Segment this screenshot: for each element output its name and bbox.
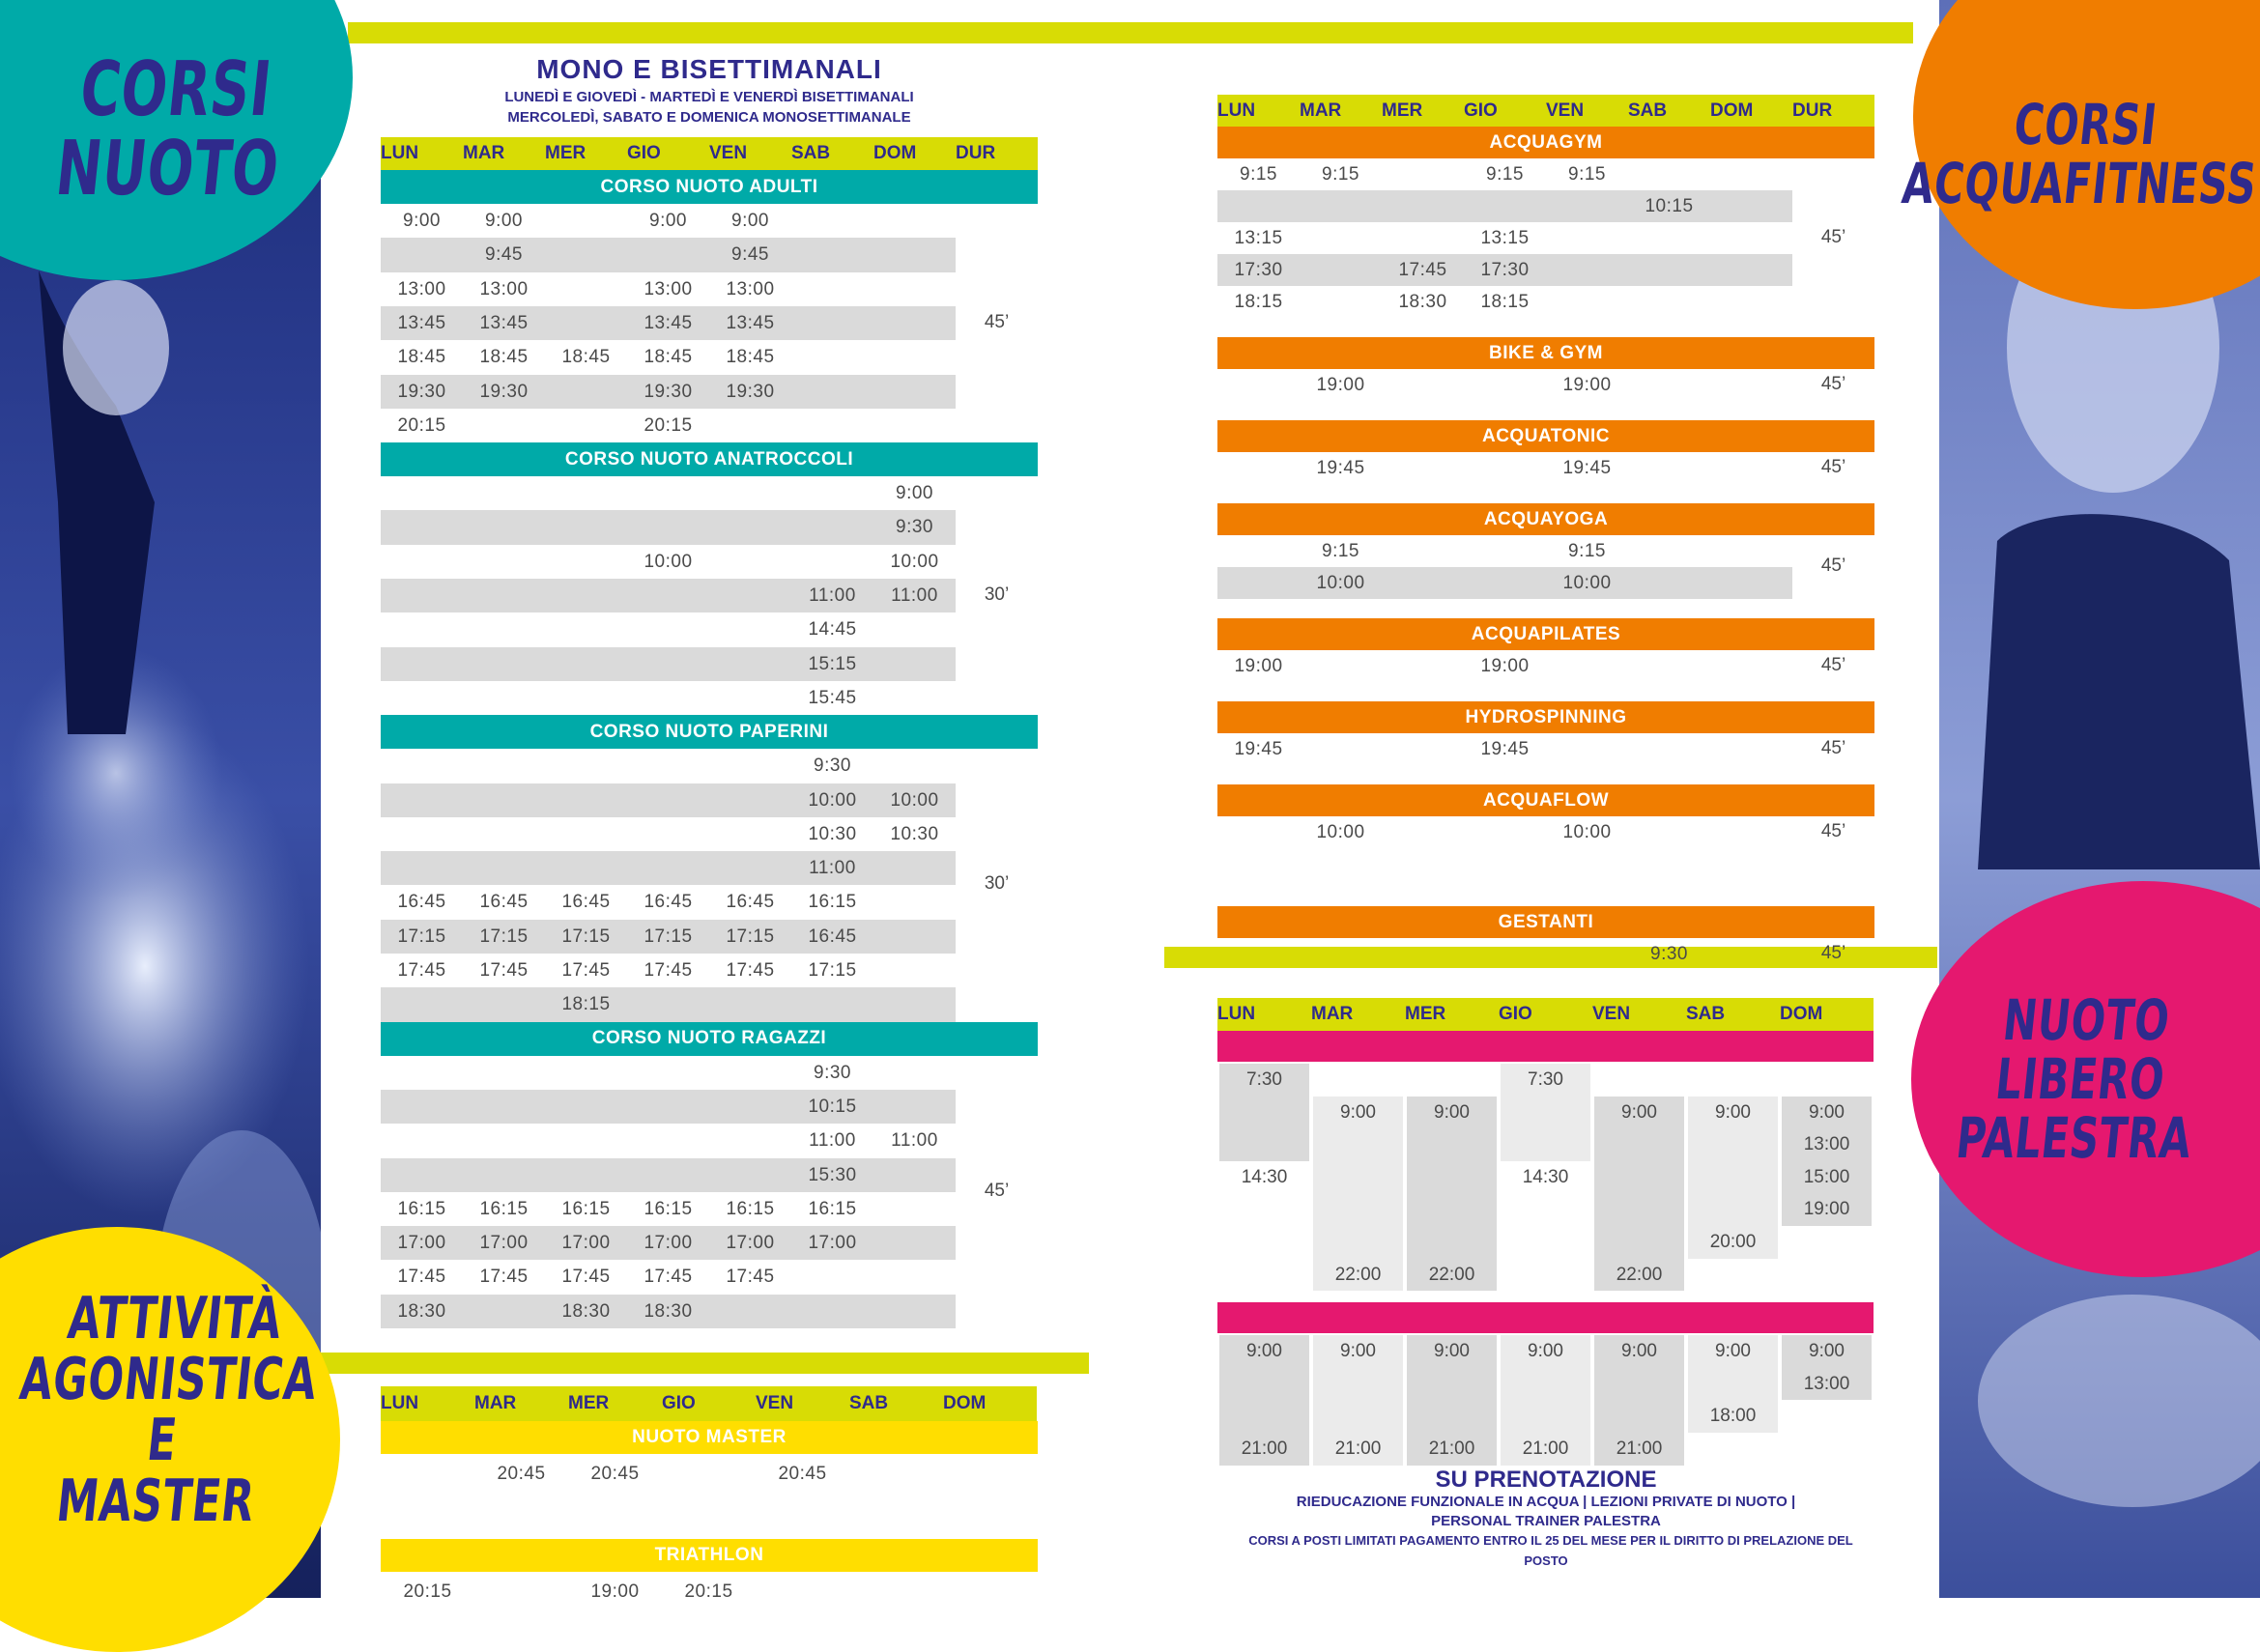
time-cell: 17:45 bbox=[561, 960, 611, 981]
table-row bbox=[381, 306, 956, 340]
time-cell: 16:15 bbox=[808, 1198, 857, 1219]
table-row bbox=[381, 579, 956, 612]
time-cell: 18:15 bbox=[1480, 292, 1530, 312]
section-header bbox=[1217, 1031, 1874, 1062]
day-header: LUN bbox=[381, 143, 419, 163]
table-row bbox=[381, 1192, 956, 1226]
time-cell: 17:45 bbox=[644, 1267, 693, 1288]
time-cell: 10:30 bbox=[808, 823, 857, 844]
time-cell: 10:00 bbox=[890, 789, 939, 811]
time-cell: 9:30 bbox=[1650, 944, 1688, 964]
time-cell: 17:45 bbox=[726, 960, 775, 981]
time-cell: 10:00 bbox=[1316, 573, 1365, 593]
table-row bbox=[381, 920, 956, 954]
time-cell: 10:00 bbox=[808, 789, 857, 811]
time-cell: 13:15 bbox=[1234, 228, 1283, 248]
time-cell: 9:00 bbox=[1809, 1341, 1845, 1362]
time-cell: 9:15 bbox=[1568, 541, 1606, 561]
palestra-column bbox=[1688, 1335, 1778, 1433]
time-cell: 13:00 bbox=[479, 278, 529, 299]
swim-subtitle-2: MERCOLEDÌ, SABATO E DOMENICA MONOSETTIMANALE bbox=[507, 109, 911, 126]
time-cell: 19:00 bbox=[590, 1581, 640, 1602]
table-row bbox=[381, 681, 956, 715]
time-cell: 9:00 bbox=[1809, 1101, 1845, 1123]
bottom-left-divider bbox=[321, 1353, 1089, 1374]
table-row bbox=[381, 749, 956, 783]
section-header: ACQUAGYM bbox=[1217, 127, 1874, 158]
time-cell: 7:30 bbox=[1246, 1069, 1282, 1090]
section-header: CORSO NUOTO ADULTI bbox=[381, 170, 1038, 204]
time-cell: 13:00 bbox=[397, 278, 446, 299]
duration-cell: 45’ bbox=[1820, 820, 1846, 841]
time-cell: 18:45 bbox=[561, 347, 611, 368]
day-header: MAR bbox=[1300, 100, 1342, 121]
time-cell: 17:30 bbox=[1480, 260, 1530, 280]
time-cell: 18:30 bbox=[561, 1300, 611, 1322]
time-cell: 21:00 bbox=[1334, 1438, 1382, 1459]
section-header: CORSO NUOTO PAPERINI bbox=[381, 715, 1038, 749]
table-row bbox=[381, 238, 956, 271]
day-header-row bbox=[381, 137, 1038, 170]
time-cell: 9:15 bbox=[1322, 164, 1359, 185]
time-cell: 10:15 bbox=[1645, 196, 1694, 216]
time-cell: 22:00 bbox=[1334, 1264, 1382, 1285]
time-cell: 19:00 bbox=[1316, 375, 1365, 395]
time-cell: 9:00 bbox=[1340, 1101, 1376, 1123]
table-row bbox=[1217, 190, 1792, 222]
prenotazione-line-3: CORSI A POSTI LIMITATI PAGAMENTO ENTRO IL 25 DEL MESE PER IL DIRITTO DI PRELAZIONE DEL bbox=[1248, 1533, 1853, 1548]
time-cell: 17:15 bbox=[808, 960, 857, 981]
time-cell: 19:45 bbox=[1562, 458, 1612, 478]
table-row bbox=[381, 647, 956, 681]
time-cell: 19:00 bbox=[1562, 375, 1612, 395]
day-header: MAR bbox=[474, 1393, 517, 1413]
time-cell: 9:45 bbox=[485, 244, 523, 266]
section-header: ACQUAPILATES bbox=[1217, 618, 1874, 650]
day-header: MER bbox=[568, 1393, 610, 1413]
time-cell: 11:00 bbox=[891, 585, 938, 606]
table-row bbox=[1217, 158, 1792, 190]
time-cell: 10:00 bbox=[890, 551, 939, 572]
table-row bbox=[1217, 535, 1792, 567]
time-cell: 19:45 bbox=[1480, 739, 1530, 759]
time-cell: 20:00 bbox=[1709, 1231, 1757, 1252]
duration-cell: 30’ bbox=[984, 584, 1010, 605]
prenotazione-line-4: POSTO bbox=[1524, 1553, 1568, 1568]
time-cell: 17:15 bbox=[726, 926, 775, 947]
time-cell: 19:45 bbox=[1234, 739, 1283, 759]
agonistica-label: ATTIVITÀ AGONISTICA E MASTER bbox=[16, 1285, 321, 1535]
time-cell: 17:00 bbox=[808, 1233, 857, 1254]
time-cell: 17:45 bbox=[479, 960, 529, 981]
section-header: ACQUAYOGA bbox=[1217, 503, 1874, 535]
table-row bbox=[1217, 816, 1792, 848]
time-cell: 17:15 bbox=[479, 926, 529, 947]
time-cell: 17:45 bbox=[561, 1267, 611, 1288]
table-row bbox=[381, 375, 956, 409]
time-cell: 9:30 bbox=[896, 517, 933, 538]
time-cell: 19:00 bbox=[1480, 656, 1530, 676]
time-cell: 13:45 bbox=[726, 312, 775, 333]
time-cell: 18:45 bbox=[726, 347, 775, 368]
time-cell: 9:00 bbox=[1246, 1341, 1282, 1362]
duration-cell: 30’ bbox=[984, 873, 1010, 895]
nuoto-libero-column bbox=[1688, 1097, 1778, 1259]
day-header-row bbox=[1217, 998, 1874, 1031]
time-cell: 16:45 bbox=[644, 892, 693, 913]
nuoto-libero-column bbox=[1594, 1097, 1684, 1292]
day-header-row bbox=[1217, 95, 1874, 127]
duration-cell: 45’ bbox=[1820, 737, 1846, 758]
time-cell: 19:45 bbox=[1316, 458, 1365, 478]
time-cell: 21:00 bbox=[1522, 1438, 1569, 1459]
section-header: BIKE & GYM bbox=[1217, 337, 1874, 369]
time-cell: 20:45 bbox=[778, 1464, 827, 1484]
time-cell: 13:45 bbox=[479, 312, 529, 333]
time-cell: 10:00 bbox=[1562, 573, 1612, 593]
time-cell: 21:00 bbox=[1616, 1438, 1663, 1459]
time-cell: 22:00 bbox=[1428, 1264, 1475, 1285]
duration-cell: 45’ bbox=[1820, 654, 1846, 675]
day-header: GIO bbox=[1464, 100, 1498, 121]
duration-cell: 45’ bbox=[1820, 942, 1846, 963]
time-cell: 21:00 bbox=[1428, 1438, 1475, 1459]
section-header: TRIATHLON bbox=[381, 1539, 1038, 1572]
table-row bbox=[1217, 567, 1792, 599]
day-header: MER bbox=[545, 143, 586, 163]
acquafitness-table bbox=[1217, 95, 1874, 964]
time-cell: 18:45 bbox=[479, 347, 529, 368]
time-cell: 17:15 bbox=[397, 926, 446, 947]
palestra-column bbox=[1501, 1335, 1590, 1465]
time-cell: 9:00 bbox=[649, 211, 687, 231]
time-cell: 11:00 bbox=[809, 1130, 856, 1152]
table-row bbox=[381, 1572, 1037, 1612]
table-row bbox=[381, 1056, 956, 1090]
table-row bbox=[381, 817, 956, 851]
time-cell: 9:00 bbox=[1715, 1341, 1751, 1362]
section-header: ACQUATONIC bbox=[1217, 420, 1874, 452]
time-cell: 11:00 bbox=[891, 1130, 938, 1152]
time-cell: 16:45 bbox=[561, 892, 611, 913]
day-header: SAB bbox=[1628, 100, 1668, 121]
time-cell: 9:15 bbox=[1322, 541, 1359, 561]
table-row bbox=[381, 987, 956, 1021]
time-cell: 19:00 bbox=[1803, 1199, 1850, 1220]
palestra-column bbox=[1782, 1335, 1872, 1400]
time-cell: 9:15 bbox=[1240, 164, 1277, 185]
prenotazione-title: SU PRENOTAZIONE bbox=[1435, 1467, 1657, 1493]
time-cell: 13:00 bbox=[1803, 1373, 1850, 1394]
table-row bbox=[381, 272, 956, 306]
time-cell: 17:00 bbox=[479, 1233, 529, 1254]
table-row bbox=[381, 545, 956, 579]
day-header: MAR bbox=[1311, 1004, 1354, 1024]
time-cell: 16:45 bbox=[726, 892, 775, 913]
palestra-column bbox=[1313, 1335, 1403, 1465]
table-row bbox=[381, 885, 956, 919]
time-cell: 16:15 bbox=[397, 1198, 446, 1219]
time-cell: 9:00 bbox=[1340, 1341, 1376, 1362]
time-cell: 13:45 bbox=[397, 312, 446, 333]
time-cell: 15:45 bbox=[808, 687, 857, 708]
section-header: CORSO NUOTO ANATROCCOLI bbox=[381, 442, 1038, 476]
time-cell: 9:00 bbox=[896, 483, 933, 504]
day-header: DOM bbox=[943, 1393, 987, 1413]
time-cell: 9:00 bbox=[731, 211, 769, 231]
duration-cell: 45’ bbox=[1820, 226, 1846, 247]
day-header: DUR bbox=[1792, 100, 1833, 121]
table-row bbox=[1217, 938, 1792, 970]
time-cell: 14:45 bbox=[808, 619, 857, 641]
prenotazione-line-2: PERSONAL TRAINER PALESTRA bbox=[1431, 1513, 1661, 1529]
time-cell: 15:30 bbox=[808, 1164, 857, 1185]
table-row bbox=[381, 1158, 956, 1192]
time-cell: 16:45 bbox=[397, 892, 446, 913]
section-header: NUOTO MASTER bbox=[381, 1421, 1038, 1454]
table-row bbox=[381, 1260, 956, 1294]
time-cell: 17:45 bbox=[397, 1267, 446, 1288]
time-cell: 18:00 bbox=[1709, 1406, 1757, 1427]
palestra-column bbox=[1407, 1335, 1497, 1465]
time-cell: 18:30 bbox=[1398, 292, 1447, 312]
table-row bbox=[1217, 222, 1792, 254]
day-header: LUN bbox=[381, 1393, 419, 1413]
time-cell: 19:30 bbox=[479, 381, 529, 402]
section-header: CORSO NUOTO RAGAZZI bbox=[381, 1022, 1038, 1056]
time-cell: 11:00 bbox=[809, 858, 856, 879]
time-cell: 17:30 bbox=[1234, 260, 1283, 280]
time-cell: 16:15 bbox=[808, 892, 857, 913]
time-cell: 9:00 bbox=[1621, 1101, 1657, 1123]
time-cell: 7:30 bbox=[1528, 1069, 1563, 1090]
palestra-column bbox=[1594, 1335, 1684, 1465]
day-header: VEN bbox=[709, 143, 748, 163]
time-cell: 20:45 bbox=[590, 1464, 640, 1484]
day-header: DUR bbox=[956, 143, 996, 163]
table-row bbox=[1217, 254, 1792, 286]
time-cell: 20:15 bbox=[644, 414, 693, 436]
table-row bbox=[381, 851, 956, 885]
time-cell: 9:30 bbox=[814, 755, 851, 777]
day-header: GIO bbox=[1499, 1004, 1532, 1024]
acquafitness-label: CORSI ACQUAFITNESS bbox=[1899, 92, 2260, 216]
swim-subtitle-1: LUNEDÌ E GIOVEDÌ - MARTEDÌ E VENERDÌ BISETTIMANALI bbox=[504, 89, 914, 105]
time-cell: 13:00 bbox=[644, 278, 693, 299]
time-cell: 18:30 bbox=[644, 1300, 693, 1322]
table-row bbox=[1217, 286, 1792, 318]
table-row bbox=[381, 476, 956, 510]
time-cell: 13:00 bbox=[726, 278, 775, 299]
table-row bbox=[381, 954, 956, 987]
day-header: GIO bbox=[662, 1393, 696, 1413]
time-cell: 18:15 bbox=[1234, 292, 1283, 312]
time-cell: 17:00 bbox=[561, 1233, 611, 1254]
table-row bbox=[381, 1124, 956, 1157]
time-cell: 10:00 bbox=[1562, 822, 1612, 842]
day-header: MER bbox=[1405, 1004, 1446, 1024]
time-cell: 15:00 bbox=[1803, 1166, 1850, 1187]
table-row bbox=[1217, 733, 1792, 765]
duration-cell: 45’ bbox=[1820, 373, 1846, 394]
day-header: LUN bbox=[1217, 100, 1256, 121]
day-header: DOM bbox=[1780, 1004, 1823, 1024]
table-row bbox=[381, 783, 956, 817]
time-cell: 9:00 bbox=[403, 211, 441, 231]
time-cell: 16:45 bbox=[479, 892, 529, 913]
time-cell: 20:15 bbox=[397, 414, 446, 436]
table-row bbox=[381, 1295, 956, 1328]
duration-cell: 45’ bbox=[984, 311, 1010, 332]
duration-cell: 45’ bbox=[1820, 555, 1846, 576]
time-cell: 16:15 bbox=[726, 1198, 775, 1219]
time-cell: 17:45 bbox=[397, 960, 446, 981]
time-cell: 11:00 bbox=[809, 585, 856, 606]
day-header: SAB bbox=[849, 1393, 889, 1413]
time-cell: 9:00 bbox=[1528, 1341, 1563, 1362]
time-cell: 18:30 bbox=[397, 1300, 446, 1322]
time-cell: 17:00 bbox=[397, 1233, 446, 1254]
table-row bbox=[381, 340, 956, 374]
table-row bbox=[381, 1226, 956, 1260]
table-row bbox=[381, 204, 956, 238]
day-header-row bbox=[381, 1386, 1037, 1421]
time-cell: 13:15 bbox=[1480, 228, 1530, 248]
day-header: MAR bbox=[463, 143, 505, 163]
time-cell: 18:15 bbox=[561, 994, 611, 1015]
time-cell: 17:00 bbox=[644, 1233, 693, 1254]
time-cell: 9:15 bbox=[1568, 164, 1606, 185]
nuoto-libero-palestra-table bbox=[1217, 998, 1874, 1462]
time-cell: 9:15 bbox=[1486, 164, 1524, 185]
day-header: MER bbox=[1382, 100, 1423, 121]
day-header: SAB bbox=[791, 143, 831, 163]
time-cell: 10:30 bbox=[890, 823, 939, 844]
time-cell: 10:00 bbox=[644, 551, 693, 572]
time-cell: 17:15 bbox=[644, 926, 693, 947]
table-row bbox=[1217, 650, 1792, 682]
corsi-nuoto-label: CORSI NUOTO bbox=[51, 46, 284, 213]
time-cell: 22:00 bbox=[1616, 1264, 1663, 1285]
nuoto-libero-column bbox=[1407, 1097, 1497, 1292]
time-cell: 14:30 bbox=[1522, 1166, 1569, 1187]
table-row bbox=[381, 1454, 1037, 1495]
time-cell: 10:15 bbox=[808, 1096, 857, 1117]
nuoto-libero-label: NUOTO LIBERO PALESTRA bbox=[1953, 986, 2195, 1171]
time-cell: 17:45 bbox=[1398, 260, 1447, 280]
time-cell: 20:15 bbox=[403, 1581, 452, 1602]
time-cell: 14:30 bbox=[1241, 1166, 1288, 1187]
day-header: VEN bbox=[1546, 100, 1585, 121]
day-header: GIO bbox=[627, 143, 661, 163]
time-cell: 18:45 bbox=[397, 347, 446, 368]
time-cell: 19:30 bbox=[726, 381, 775, 402]
time-cell: 17:15 bbox=[561, 926, 611, 947]
section-header: HYDROSPINNING bbox=[1217, 701, 1874, 733]
time-cell: 16:15 bbox=[479, 1198, 529, 1219]
duration-cell: 45’ bbox=[1820, 456, 1846, 477]
time-cell: 20:45 bbox=[497, 1464, 546, 1484]
palestra-column bbox=[1219, 1335, 1309, 1465]
table-row bbox=[381, 612, 956, 646]
table-row bbox=[1217, 452, 1792, 484]
nuoto-libero-column bbox=[1219, 1064, 1309, 1187]
swim-courses-table bbox=[381, 137, 1036, 1345]
time-cell: 9:00 bbox=[1434, 1341, 1470, 1362]
table-row bbox=[1217, 369, 1792, 401]
time-cell: 17:45 bbox=[479, 1267, 529, 1288]
time-cell: 9:30 bbox=[814, 1062, 851, 1083]
section-header: ACQUAFLOW bbox=[1217, 784, 1874, 816]
time-cell: 9:00 bbox=[1434, 1101, 1470, 1123]
time-cell: 20:15 bbox=[684, 1581, 733, 1602]
time-cell: 9:00 bbox=[1621, 1341, 1657, 1362]
day-header: LUN bbox=[1217, 1004, 1256, 1024]
time-cell: 9:00 bbox=[1715, 1101, 1751, 1123]
time-cell: 16:45 bbox=[808, 926, 857, 947]
day-header: VEN bbox=[1592, 1004, 1631, 1024]
time-cell: 13:00 bbox=[1803, 1134, 1850, 1155]
time-cell: 18:45 bbox=[644, 347, 693, 368]
day-header: SAB bbox=[1686, 1004, 1726, 1024]
nuoto-libero-column bbox=[1782, 1097, 1872, 1226]
nuoto-libero-column bbox=[1313, 1097, 1403, 1292]
time-cell: 9:45 bbox=[731, 244, 769, 266]
time-cell: 19:00 bbox=[1234, 656, 1283, 676]
time-cell: 9:00 bbox=[485, 211, 523, 231]
time-cell: 17:45 bbox=[726, 1267, 775, 1288]
day-header: DOM bbox=[873, 143, 917, 163]
time-cell: 19:30 bbox=[397, 381, 446, 402]
time-cell: 16:15 bbox=[561, 1198, 611, 1219]
table-row bbox=[381, 510, 956, 544]
swim-title: MONO E BISETTIMANALI bbox=[536, 54, 882, 84]
prenotazione-line-1: RIEDUCAZIONE FUNZIONALE IN ACQUA | LEZIONI PRIVATE DI NUOTO | bbox=[1296, 1494, 1796, 1510]
time-cell: 16:15 bbox=[644, 1198, 693, 1219]
table-row bbox=[381, 409, 956, 442]
time-cell: 17:45 bbox=[644, 960, 693, 981]
section-header bbox=[1217, 1302, 1874, 1333]
time-cell: 19:30 bbox=[644, 381, 693, 402]
section-header: GESTANTI bbox=[1217, 906, 1874, 938]
time-cell: 15:15 bbox=[808, 653, 857, 674]
top-divider bbox=[348, 22, 1913, 43]
time-cell: 13:45 bbox=[644, 312, 693, 333]
day-header: DOM bbox=[1710, 100, 1754, 121]
master-table bbox=[381, 1386, 1038, 1602]
time-cell: 17:00 bbox=[726, 1233, 775, 1254]
nuoto-libero-column bbox=[1501, 1064, 1590, 1187]
duration-cell: 45’ bbox=[984, 1180, 1010, 1201]
time-cell: 21:00 bbox=[1241, 1438, 1288, 1459]
day-header: VEN bbox=[756, 1393, 794, 1413]
time-cell: 10:00 bbox=[1316, 822, 1365, 842]
table-row bbox=[381, 1090, 956, 1124]
